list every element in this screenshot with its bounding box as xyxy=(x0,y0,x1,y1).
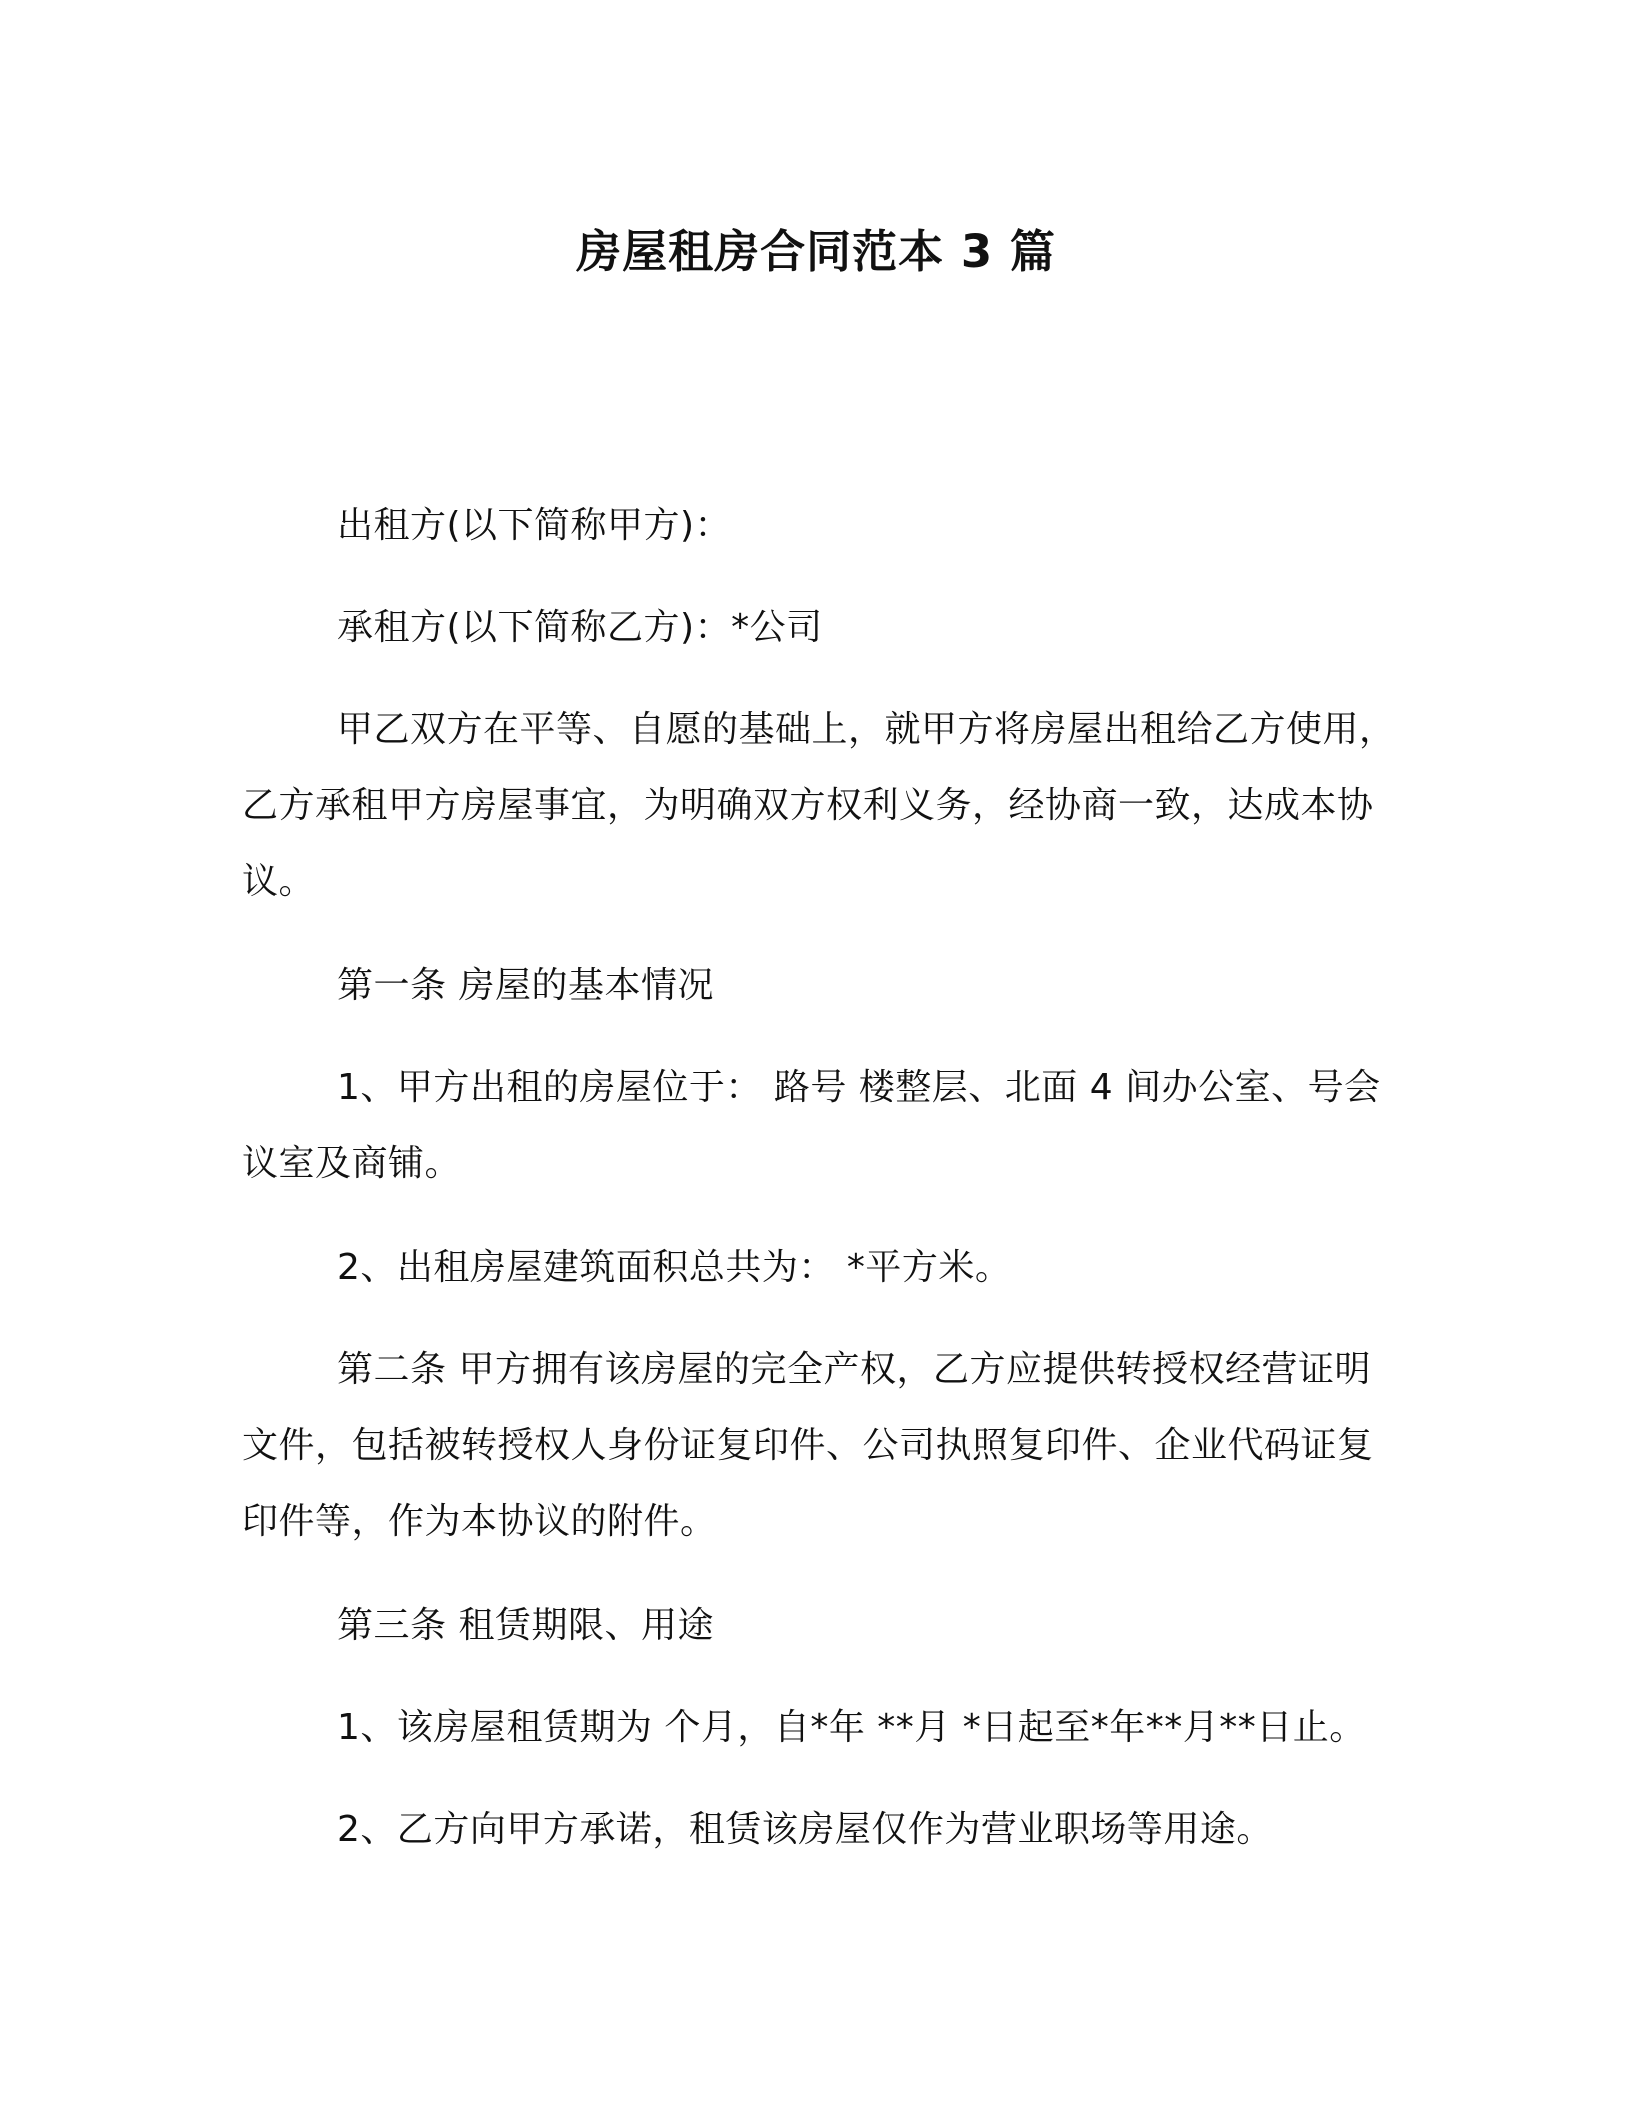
paragraph-article-three-item-two: 2、乙方向甲方承诺，租赁该房屋仅作为营业职场等用途。 xyxy=(337,1809,1273,1850)
paragraph-article-two: 第二条 甲方拥有该房屋的完全产权，乙方应提供转授权经营证明文件，包括被转授权人身份证复印件、公司执照复印件、企业代码证复印件等，作为本协议的附件。 xyxy=(242,1349,1374,1542)
paragraph-lessee: 承租方(以下简称乙方)：*公司 xyxy=(337,607,823,648)
paragraph-article-one-item-two: 2、出租房屋建筑面积总共为： *平方米。 xyxy=(337,1247,1012,1288)
paragraph-article-one-heading: 第一条 房屋的基本情况 xyxy=(337,965,714,1006)
paragraph-article-three-item-one: 1、该房屋租赁期为 个月，自*年 **月 *日起至*年**月**日止。 xyxy=(337,1707,1366,1748)
paragraph-agreement-intro: 甲乙双方在平等、自愿的基础上，就甲方将房屋出租给乙方使用，乙方承租甲方房屋事宜，为明确双方权利义务，经协商一致，达成本协议。 xyxy=(242,709,1396,902)
document-title: 房屋租房合同范本 3 篇 xyxy=(576,225,1056,278)
paragraph-lessor: 出租方(以下简称甲方)： xyxy=(337,505,732,546)
paragraph-article-three-heading: 第三条 租赁期限、用途 xyxy=(337,1605,714,1646)
paragraph-article-one-item-one: 1、甲方出租的房屋位于： 路号 楼整层、北面 4 间办公室、号会议室及商铺。 xyxy=(242,1067,1381,1184)
